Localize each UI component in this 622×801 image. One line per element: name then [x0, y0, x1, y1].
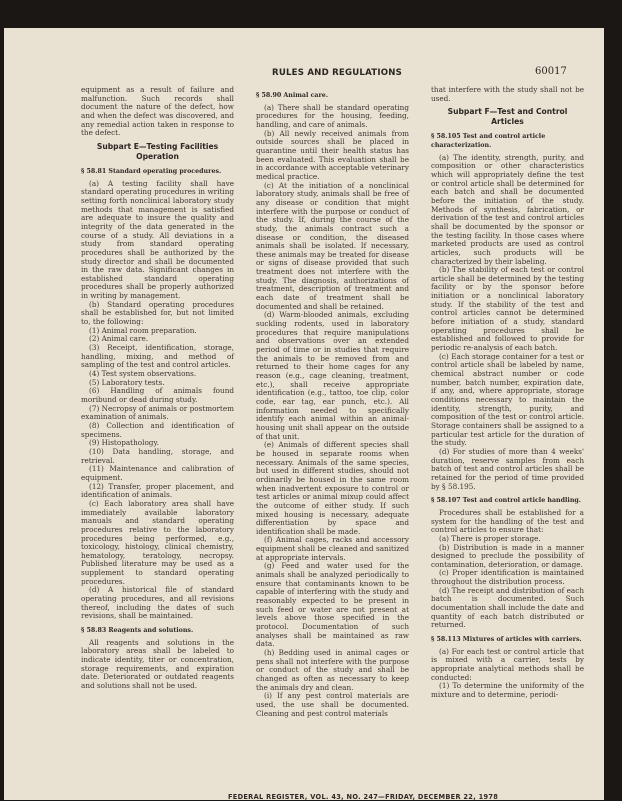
- section-heading: § 58.81 Standard operating procedures.: [81, 167, 222, 175]
- paragraph: All reagents and solutions in the laboratory areas shall be labeled to indicate identity, titer or concentration, storage requirements, and expiration date. Deteriorated or outdated reagents and solutions shall not be used.: [81, 637, 234, 690]
- running-title: RULES AND REGULATIONS: [272, 68, 403, 78]
- paragraph: (b) Standard operating procedures shall be established for, but not limited to, the following:: [81, 299, 234, 327]
- paragraph: that interfere with the study shall not be used.: [431, 85, 584, 103]
- paragraph: (c) Each laboratory area shall have immediately available laboratory manuals and standard operating procedures relative to the laboratory procedures being performed, e.g., toxicology, histology, clinical chemistry, hematology, teratology, necropsy. Published literature may be used as a supplement to standard operating procedures.: [81, 498, 234, 586]
- paragraph: (a) A testing facility shall have standard operating procedures in writing setting forth nonclinical laboratory study methods that management is satisfied are adequate to insure the quality and integrity of the data generated in the course of a study. All deviations in a study from standard operating procedures shall be authorized by the study director and shall be documented in the raw data. Significant changes in established standard operating procedures shall be properly authorized in writing by management.: [81, 178, 234, 301]
- paragraph: (4) Test system observations.: [89, 369, 197, 379]
- column-2: [256, 86, 409, 718]
- paragraph: (6) Handling of animals found moribund or dead during study.: [81, 386, 234, 404]
- paragraph: (b) The stability of each test or control article shall be determined by the testing facility or by the sponsor before initiation or a nonclinical laboratory study. If the stability of the test and control articles cannot be determined before initiation of a study, standard operating procedures shall be established and followed to provide for periodic re-analysis of each batch.: [431, 265, 584, 353]
- paragraph: (12) Transfer, proper placement, and identification of animals.: [81, 481, 234, 500]
- paragraph: (d) For studies of more than 4 weeks' duration, reserve samples from each batch of test and control articles shall be retained for the period of time provided by § 58.195.: [431, 446, 584, 491]
- paragraph: (11) Maintenance and calibration of equipment.: [81, 464, 234, 482]
- page-footer: FEDERAL REGISTER, VOL. 43, NO. 247—FRIDAY, DECEMBER 22, 1978: [228, 793, 499, 801]
- paragraph: (1) To determine the uniformity of the mixture and to determine, periodi-: [431, 681, 584, 699]
- paragraph: (c) Proper identification is maintained throughout the distribution process.: [431, 568, 584, 587]
- subpart-heading: Subpart E—Testing Facilities Operation: [96, 141, 219, 161]
- paragraph: (3) Receipt, identification, storage, handling, mixing, and method of sampling of the test and control articles.: [81, 343, 234, 370]
- paragraph: (e) Animals of different species shall be housed in separate rooms when necessary. Animals of the same species, but used in different studies, should not ordinarily be housed in the same room when inadvertent exposure to control or test articles or animal mixup could affect the outcome of either study. If such mixed housing is necessary, adequate differentiation by space and identification shall be made.: [256, 440, 409, 536]
- paragraph: equipment as a result of failure and malfunction. Such records shall document the nature of the defect, how and when the defect was discovered, and any remedial action taken in response to the defect.: [81, 85, 234, 138]
- page-number: 60017: [535, 66, 567, 77]
- paragraph: (7) Necropsy of animals or postmortem examination of animals.: [81, 403, 234, 422]
- column-1: [81, 86, 234, 691]
- paragraph: (a) There is proper storage.: [439, 533, 541, 543]
- paragraph: (8) Collection and identification of specimens.: [81, 420, 234, 439]
- column-3: [431, 86, 584, 700]
- paragraph: (a) For each test or control article that is mixed with a carrier, tests by appropriate analytical methods shall be conducted:: [431, 646, 584, 682]
- paragraph: (b) Distribution is made in a manner designed to preclude the possibility of contamination, deterioration, or damage.: [431, 542, 584, 569]
- section-heading: § 58.105 Test and control article characterization.: [431, 133, 546, 149]
- paragraph: (2) Animal care.: [89, 334, 149, 344]
- paragraph: (c) At the initiation of a nonclinical laboratory study, animals shall be free of any disease or condition that might interfere with the purpose or conduct of the study. If, during the course of the study, the animals contract such a disease or condition, the diseased animals shall be isolated. If necessary, these animals may be treated for disease or signs of disease provided that such treatment does not interfere with the study. The diagnosis, authorizations of treatment, description of treatment and each date of treatment shall be documented and shall be retained.: [256, 180, 409, 311]
- section-heading: § 58.107 Test and control article handling.: [431, 497, 581, 505]
- paragraph: (1) Animal room preparation.: [89, 325, 197, 335]
- section-heading: § 58.113 Mixtures of articles with carriers.: [431, 636, 582, 644]
- subpart-heading: Subpart F—Test and Control Articles: [447, 107, 568, 127]
- paragraph: (a) There shall be standard operating procedures for the housing, feeding, handling, and care of animals.: [256, 102, 409, 129]
- section-heading: § 58.90 Animal care.: [256, 92, 329, 99]
- paragraph: (d) Warm-blooded animals, excluding suckling rodents, used in laboratory procedures that require manipulations and observations over an extended period of time or in studies that require the animals to be removed from and returned to their home cages for any reason (e.g., cage cleaning, treatment, etc.), shall receive appropriate identification (e.g., tattoo, toe clip, color code, ear tag, ear punch, etc.). All information needed to specifically identify each animal within an animal-housing unit shall appear on the outside of that unit.: [256, 310, 409, 441]
- paragraph: (10) Data handling, storage, and retrieval.: [81, 446, 234, 465]
- paragraph: (f) Animal cages, racks and accessory equipment shall be cleaned and sanitized at appropriate intervals.: [256, 535, 409, 562]
- paragraph: (5) Laboratory tests.: [89, 377, 165, 387]
- paragraph: (9) Histopathology.: [89, 438, 159, 448]
- paragraph: (d) A historical file of standard operating procedures, and all revisions thereof, including the dates of such revisions, shall be maintained.: [81, 585, 234, 621]
- paragraph: (i) If any pest control materials are used, the use shall be documented. Cleaning and pest control materials: [256, 691, 409, 718]
- document-page: [4, 28, 604, 800]
- paragraph: (d) The receipt and distribution of each batch is documented. Such documentation shall include the date and quantity of each batch distributed or returned.: [431, 585, 584, 630]
- paragraph: (h) Bedding used in animal cages or pens shall not interfere with the purpose or conduct of the study and shall be changed as often as necessary to keep the animals dry and clean.: [256, 648, 409, 692]
- paragraph: (a) The identity, strength, purity, and composition or other characteristics which will appropriately define the test or control article shall be determined for each batch and shall be documented before the initiation of the study. Methods of synthesis, fabrication, or derivation of the test and control articles shall be documented by the sponsor or the testing facility. In those cases where marketed products are used as control articles, such products will be characterized by their labeling.: [431, 152, 584, 266]
- section-heading: § 58.83 Reagents and solutions.: [81, 627, 194, 635]
- paragraph: (c) Each storage container for a test or control article shall be labeled by name, chemical abstract number or code number, batch number, expiration date, if any, and, where appropriate, storage conditions necessary to maintain the identity, strength, purity, and composition of the test or control article. Storage containers shall be assigned to a particular test article for the duration of the study.: [431, 351, 584, 448]
- paragraph: Procedures shall be established for a system for the handling of the test and control articles to ensure that:: [431, 507, 584, 535]
- paragraph: (g) Feed and water used for the animals shall be analyzed periodically to ensure that contaminants known to be capable of interfering with the study and reasonably expected to be present in such feed or water are not present at levels above those specified in the protocol. Documentation of such analyses shall be maintained as raw data.: [256, 561, 409, 649]
- paragraph: (b) All newly received animals from outside sources shall be placed in quarantine until their health status has been evaluated. This evaluation shall be in accordance with acceptable veterinary medical practice.: [256, 128, 409, 181]
